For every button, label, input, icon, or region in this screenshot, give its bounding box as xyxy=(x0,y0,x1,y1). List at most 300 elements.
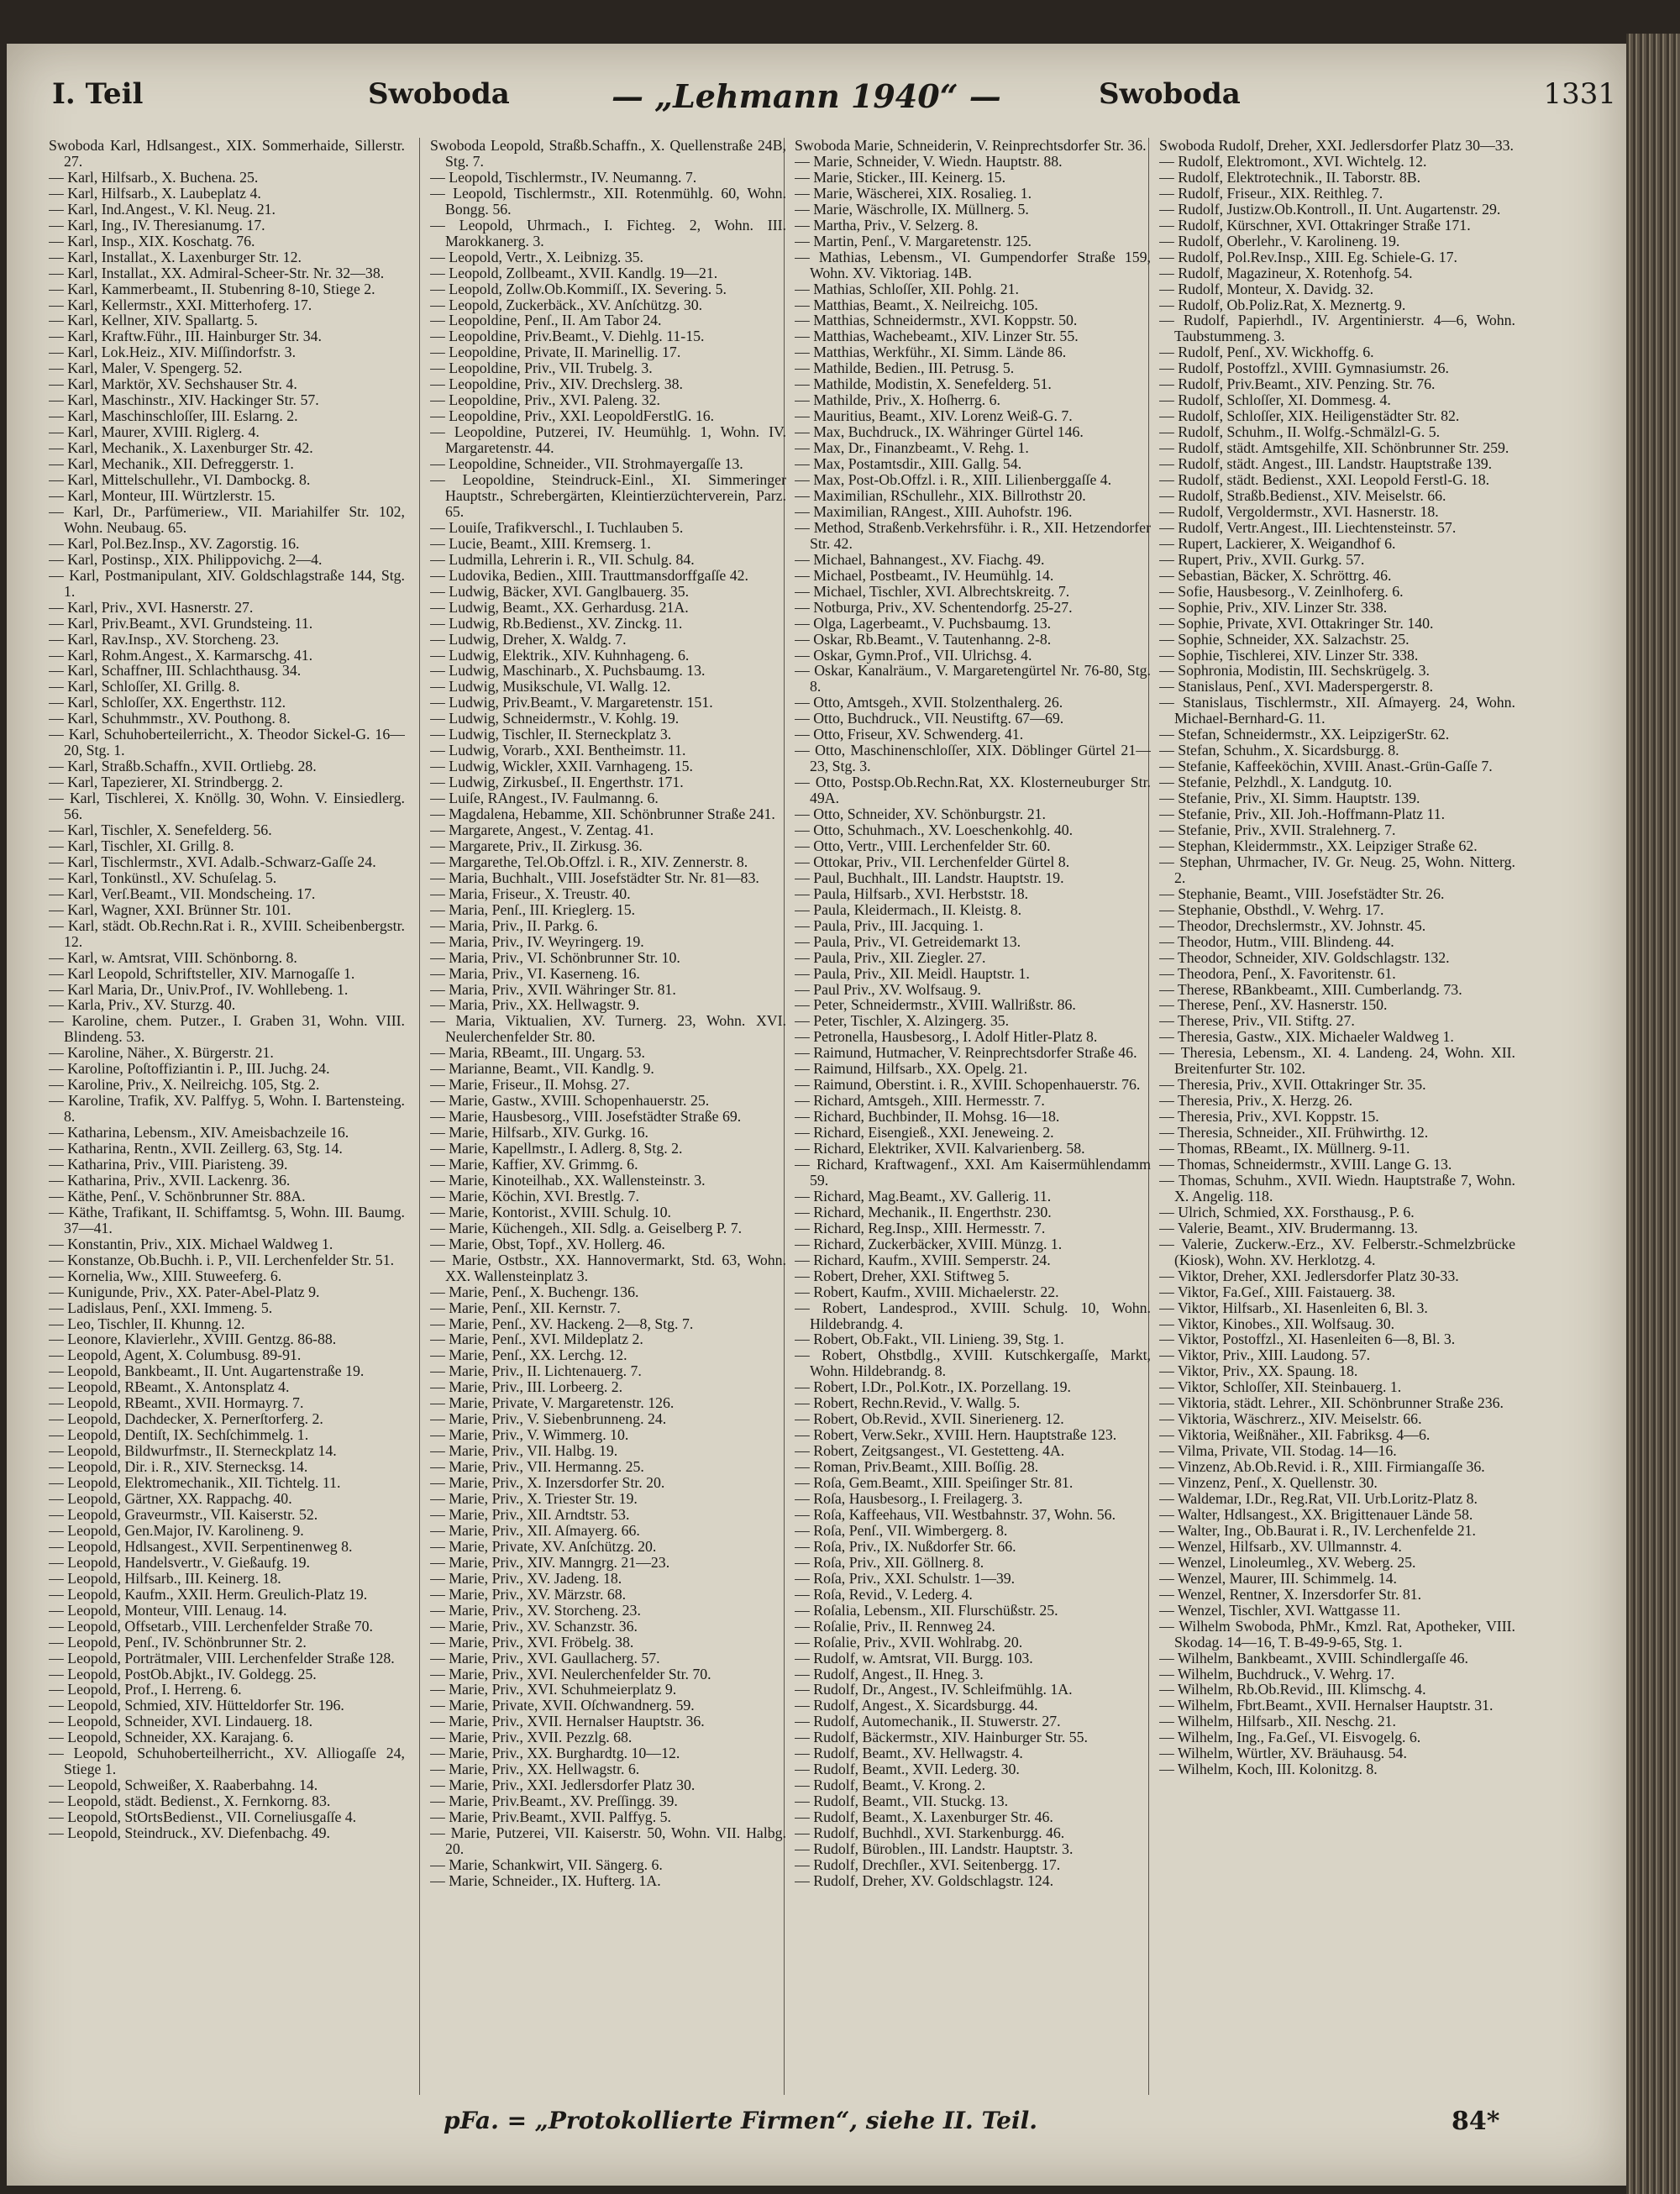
directory-entry: — Margarete, Priv., II. Zirkusg. 36. xyxy=(430,837,643,854)
directory-entry: — Peter, Schneidermstr., XVIII. Wallrißstr. 86. xyxy=(795,996,1076,1014)
directory-entry: — Richard, Mag.Beamt., XV. Gallerig. 11. xyxy=(795,1187,1052,1205)
directory-entry: — Robert, Verw.Sekr., XVIII. Hern. Hauptstraße 123. xyxy=(795,1426,1117,1444)
directory-entry: — Theresia, Gastw., XIX. Michaeler Waldweg 1. xyxy=(1159,1028,1454,1046)
directory-entry: — Rudolf, Pol.Rev.Insp., XIII. Eg. Schiele-G. 17. xyxy=(1159,248,1457,265)
directory-entry: — Otto, Amtsgeh., XVII. Stolzenthalerg. 26. xyxy=(795,694,1063,711)
directory-entry: — Leopold, Tischlermstr., IV. Neumanng. 7. xyxy=(430,168,697,186)
directory-entry: — Roſa, Priv., XII. Göllnerg. 8. xyxy=(795,1553,984,1571)
directory-entry: — Viktor, Priv., XX. Spaung. 18. xyxy=(1159,1362,1358,1380)
directory-entry: — Marianne, Beamt., VII. Kandlg. 9. xyxy=(430,1060,654,1078)
directory-entry: — Magdalena, Hebamme, XII. Schönbrunner Straße 241. xyxy=(430,806,775,823)
directory-entry: — Marie, Priv., XIV. Manngrg. 21—23. xyxy=(430,1553,670,1571)
directory-entry: — Leopold, Bildwurfmstr., II. Sterneckplatz 14. xyxy=(49,1442,337,1460)
directory-entry: — Otto, Maschinenschloſſer, XIX. Döblinger Gürtel 21—23, Stg. 3. xyxy=(795,742,1151,775)
directory-entry: — Leopold, Agent, X. Columbusg. 89-91. xyxy=(49,1346,302,1364)
directory-entry: — Maria, Priv., VI. Schönbrunner Str. 10. xyxy=(430,948,680,966)
directory-entry: — Richard, Buchbinder, II. Mohsg. 16—18. xyxy=(795,1108,1060,1126)
directory-entry: — Karoline, Priv., X. Neilreichg. 105, Stg. 2. xyxy=(49,1076,320,1094)
directory-entry: — Maria, Priv., IV. Weyringerg. 19. xyxy=(430,932,644,950)
directory-entry: — Leopold, Schneider, XX. Karajang. 6. xyxy=(49,1729,294,1746)
directory-entry: — Valerie, Zuckerw.-Erz., XV. Felberstr.-Schmelzbrücke (Kiosk), Wohn. XV. Herklotzg. 4. xyxy=(1159,1235,1515,1268)
directory-entry: — Rupert, Priv., XVII. Gurkg. 57. xyxy=(1159,550,1365,568)
directory-entry: — Roſa, Gem.Beamt., XIII. Speiſinger Str. 81. xyxy=(795,1474,1074,1492)
directory-entry: — Ludwig, Rb.Bedienst., XV. Zinckg. 11. xyxy=(430,614,683,632)
directory-entry: — Wilhelm, Bankbeamt., XVIII. Schindlergaſſe 46. xyxy=(1159,1649,1469,1666)
directory-entry: — Michael, Bahnangest., XV. Fiachg. 49. xyxy=(795,550,1045,568)
directory-entry: — Maria, Priv., VI. Kaserneng. 16. xyxy=(430,964,640,982)
directory-entry: — Ludwig, Bäcker, XVI. Ganglbauerg. 35. xyxy=(430,582,690,600)
directory-entry: — Roſa, Hausbesorg., I. Freilagerg. 3. xyxy=(795,1490,1023,1508)
directory-entry: — Leopoldine, Steindruck-Einl., XI. Simmeringer Hauptstr., Schrebergärten, Kleintierzüchterverein, Parz. 65. xyxy=(430,471,786,520)
directory-entry: — Roſa, Priv., XXI. Schulstr. 1—39. xyxy=(795,1569,1016,1587)
directory-entry: — Theresia, Lebensm., XI. 4. Landeng. 24, Wohn. XII. Breitenfurter Str. 102. xyxy=(1159,1044,1515,1078)
directory-entry: — Karl, Rav.Insp., XV. Storcheng. 23. xyxy=(49,630,280,648)
directory-entry: — Otto, Vertr., VIII. Lerchenfelder Str. 60. xyxy=(795,837,1051,854)
directory-entry: — Rupert, Lackierer, X. Weigandhof 6. xyxy=(1159,534,1396,552)
directory-entry: — Karl, Kellermstr., XXI. Mitterhoferg. 17. xyxy=(49,296,312,313)
directory-entry: — Marie, Priv.Beamt., XV. Preſſingg. 39. xyxy=(430,1792,678,1810)
directory-entry: — Karl, Priv., XVI. Hasnerstr. 27. xyxy=(49,598,254,616)
directory-entry: — Robert, Dreher, XXI. Stiftweg 5. xyxy=(795,1267,1010,1284)
directory-entry: — Rudolf, städt. Amtsgehilfe, XII. Schönbrunner Str. 259. xyxy=(1159,439,1509,457)
directory-entry: — Rudolf, Friseur., XIX. Reithleg. 7. xyxy=(1159,184,1383,202)
directory-entry: — Leopoldine, Putzerei, IV. Heumühlg. 1, Wohn. IV. Margaretenstr. 44. xyxy=(430,423,786,457)
directory-entry: — Theodora, Penſ., X. Favoritenstr. 61. xyxy=(1159,964,1396,982)
directory-entry: — Viktor, Hilfsarb., XI. Hasenleiten 6, Bl. 3. xyxy=(1159,1299,1428,1316)
directory-entry: — Roſalie, Priv., XVII. Wohlrabg. 20. xyxy=(795,1633,1023,1651)
directory-entry: — Karl, Installat., X. Laxenburger Str. 12. xyxy=(49,248,302,265)
directory-entry: — Margarete, Angest., V. Zentag. 41. xyxy=(430,821,654,838)
directory-entry: — Paula, Kleidermach., II. Kleistg. 8. xyxy=(795,900,1022,918)
directory-entry: — Robert, Ob.Revid., XVII. Sinerienerg. 12. xyxy=(795,1410,1064,1428)
directory-entry: — Maximilian, RAngest., XIII. Auhofstr. 196. xyxy=(795,502,1073,520)
directory-entry: — Stephan, Uhrmacher, IV. Gr. Neug. 25, Wohn. Nitterg. 2. xyxy=(1159,853,1515,886)
directory-entry: — Paul, Buchhalt., III. Landstr. Hauptstr. 19. xyxy=(795,869,1064,886)
directory-entry: — Leopold, RBeamt., XVII. Hormayrg. 7. xyxy=(49,1394,304,1412)
directory-entry: — Stefanie, Pelzhdl., X. Landgutg. 10. xyxy=(1159,774,1393,791)
directory-entry: — Karl, Maschinstr., XIV. Hackinger Str. 57. xyxy=(49,391,319,409)
directory-entry: — Sophronia, Modistin, III. Sechskrügelg. 3. xyxy=(1159,662,1431,680)
directory-entry: — Leopold, Elektromechanik., XII. Tichtelg. 11. xyxy=(49,1474,341,1492)
directory-entry: — Richard, Kraftwagenf., XXI. Am Kaisermühlendamm 59. xyxy=(795,1156,1151,1189)
directory-entry: — Thomas, Schneidermstr., XVIII. Lange G. 13. xyxy=(1159,1156,1452,1173)
directory-entry: — Wenzel, Maurer, III. Schimmelg. 14. xyxy=(1159,1569,1397,1587)
directory-entry: — Viktoria, städt. Lehrer., XII. Schönbrunner Straße 236. xyxy=(1159,1394,1504,1412)
directory-entry: — Theresia, Schneider., XII. Frühwirthg. 12. xyxy=(1159,1124,1429,1142)
directory-entry: — Matthias, Beamt., X. Neilreichg. 105. xyxy=(795,296,1038,313)
directory-entry: — Leonore, Klavierlehr., XVIII. Gentzg. 86-88. xyxy=(49,1331,337,1348)
directory-entry: — Viktor, Fa.Geſ., XIII. Faistauerg. 38. xyxy=(1159,1283,1396,1300)
directory-entry: — Ludwig, Zirkusbeſ., II. Engerthstr. 171. xyxy=(430,774,684,791)
directory-entry: — Karl, Schuhoberteilerricht., X. Theodor Sickel-G. 16—20, Stg. 1. xyxy=(49,726,405,759)
directory-entry: — Rudolf, Oberlehr., V. Karolineng. 19. xyxy=(1159,232,1400,249)
directory-entry: — Marie, Priv., XVI. Fröbelg. 38. xyxy=(430,1633,634,1651)
directory-entry: — Theresia, Priv., XVI. Koppstr. 15. xyxy=(1159,1108,1379,1126)
directory-entry: — Karl, w. Amtsrat, VIII. Schönborng. 8. xyxy=(49,948,297,966)
directory-entry: — Rudolf, Vergoldermstr., XVI. Hasnerstr. 18. xyxy=(1159,502,1439,520)
directory-entry: — Karl, Insp., XIX. Koschatg. 76. xyxy=(49,232,255,249)
directory-entry: — Karoline, chem. Putzer., I. Graben 31, Wohn. VIII. Blindeng. 53. xyxy=(49,1012,405,1046)
directory-entry: — Karl, Tischlerei, X. Knöllg. 30, Wohn. V. Einsiedlerg. 56. xyxy=(49,790,405,823)
directory-entry: — Marie, Private, V. Margaretenstr. 126. xyxy=(430,1394,675,1412)
directory-entry: — Leopold, Offsetarb., VIII. Lerchenfelder Straße 70. xyxy=(49,1617,373,1635)
directory-entry: — Stefanie, Priv., XI. Simm. Hauptstr. 139. xyxy=(1159,790,1420,807)
directory-entry: — Sofie, Hausbesorg., V. Zeinlhoferg. 6. xyxy=(1159,582,1404,600)
directory-entry: — Marie, Private, XV. Anſchützg. 20. xyxy=(430,1537,657,1555)
directory-entry: — Otto, Schneider, XV. Schönburgstr. 21. xyxy=(795,806,1046,823)
directory-entry: — Marie, Penſ., XX. Lerchg. 12. xyxy=(430,1346,627,1364)
directory-entry: — Rudolf, Ob.Poliz.Rat, X. Meznertg. 9. xyxy=(1159,296,1406,313)
directory-entry: — Thomas, Schuhm., XVII. Wiedn. Hauptstraße 7, Wohn. X. Angelig. 118. xyxy=(1159,1171,1515,1205)
directory-entry: — Marie, Schneider, V. Wiedn. Hauptstr. 88. xyxy=(795,152,1063,170)
directory-entry: — Leopold, Porträtmaler, VIII. Lerchenfelder Straße 128. xyxy=(49,1649,395,1666)
directory-entry: — Roſalie, Priv., II. Rennweg 24. xyxy=(795,1617,995,1635)
directory-entry: — Mathias, Lebensm., VI. Gumpendorfer Straße 159, Wohn. XV. Viktoriag. 14B. xyxy=(795,248,1151,281)
directory-entry: — Sophie, Schneider, XX. Salzachstr. 25. xyxy=(1159,630,1410,648)
directory-entry: — Leopold, Kaufm., XXII. Herm. Greulich-Platz 19. xyxy=(49,1585,368,1603)
directory-entry: — Rudolf, w. Amtsrat, VII. Burgg. 103. xyxy=(795,1649,1033,1666)
directory-entry: — Sebastian, Bäcker, X. Schröttrg. 46. xyxy=(1159,566,1392,584)
directory-entry: — Richard, Elektriker, XVII. Kalvarienberg. 58. xyxy=(795,1140,1085,1157)
directory-entry: — Max, Dr., Finanzbeamt., V. Rehg. 1. xyxy=(795,439,1029,457)
directory-entry: — Maria, Viktualien, XV. Turnerg. 23, Wohn. XVI. Neulerchenfelder Str. 80. xyxy=(430,1012,786,1046)
directory-entry: — Leopold, RBeamt., X. Antonsplatz 4. xyxy=(49,1378,290,1396)
page-footer xyxy=(7,2107,1626,2157)
directory-entry: — Stephanie, Beamt., VIII. Josefstädter Str. 26. xyxy=(1159,884,1445,902)
directory-entry: — Leopold, Hilfsarb., III. Keinerg. 18. xyxy=(49,1569,281,1587)
directory-entry: — Marie, Priv., III. Lorbeerg. 2. xyxy=(430,1378,623,1396)
directory-entry: — Leopoldine, Penſ., II. Am Tabor 24. xyxy=(430,312,662,329)
directory-entry: — Rudolf, Justizw.Ob.Kontroll., II. Unt. Augartenstr. 29. xyxy=(1159,200,1501,218)
page-number: 1331 xyxy=(1543,77,1616,111)
directory-entry: — Roſa, Kaffeehaus, VII. Westbahnstr. 37, Wohn. 56. xyxy=(795,1505,1116,1523)
running-head-right: Swoboda xyxy=(1099,77,1241,111)
page-header xyxy=(7,77,1626,131)
directory-entry: — Paul Priv., XV. Wolfsaug. 9. xyxy=(795,980,981,998)
directory-entry: — Karl, Tischler, X. Senefelderg. 56. xyxy=(49,821,272,838)
directory-entry: — Rudolf, Elektrotechnik., II. Taborstr. 8B. xyxy=(1159,168,1421,186)
directory-entry: — Rudolf, Bäckermstr., XIV. Hainburger Str. 55. xyxy=(795,1729,1089,1746)
directory-entry: — Ludwig, Dreher, X. Waldg. 7. xyxy=(430,630,627,648)
directory-entry: — Robert, I.Dr., Pol.Kotr., IX. Porzellang. 19. xyxy=(795,1378,1071,1396)
directory-entry: — Wenzel, Linoleumleg., XV. Weberg. 25. xyxy=(1159,1553,1416,1571)
directory-entry: — Marie, Hilfsarb., XIV. Gurkg. 16. xyxy=(430,1124,648,1142)
directory-entry: — Oskar, Gymn.Prof., VII. Ulrichsg. 4. xyxy=(795,646,1032,664)
directory-entry: — Karl, Postmanipulant, XIV. Goldschlagstraße 144, Stg. 1. xyxy=(49,566,405,600)
directory-entry: — Marie, Priv., XXI. Jedlersdorfer Platz 30. xyxy=(430,1777,696,1794)
directory-entry: — Otto, Schuhmach., XV. Loeschenkohlg. 40. xyxy=(795,821,1074,838)
directory-entry: — Theresia, Priv., XVII. Ottakringer Str. 35. xyxy=(1159,1076,1426,1094)
book-edge xyxy=(1626,34,1680,2194)
directory-entry: — Rudolf, Büroblen., III. Landstr. Hauptstr. 3. xyxy=(795,1840,1074,1857)
directory-entry: — Thomas, RBeamt., IX. Müllnerg. 9-11. xyxy=(1159,1140,1410,1157)
directory-entry: — Konstanze, Ob.Buchh. i. P., VII. Lerchenfelder Str. 51. xyxy=(49,1251,395,1268)
directory-entry: — Käthe, Penſ., V. Schönbrunner Str. 88A. xyxy=(49,1187,306,1205)
directory-entry: — Marie, Priv., XVI. Gaullacherg. 57. xyxy=(430,1649,660,1666)
directory-entry: — Leopoldine, Private, II. Marinellig. 17. xyxy=(430,344,681,361)
directory-entry: — Theodor, Hutm., VIII. Blindeng. 44. xyxy=(1159,932,1394,950)
directory-entry: — Roſa, Revid., V. Lederg. 4. xyxy=(795,1585,973,1603)
directory-entry: — Leopoldine, Priv., XVI. Paleng. 32. xyxy=(430,391,660,409)
directory-entry: — Marie, Priv., XVI. Neulerchenfelder Str. 70. xyxy=(430,1665,711,1682)
directory-entry: — Karoline, Poſtoffiziantin i. P., III. Juchg. 24. xyxy=(49,1060,330,1078)
directory-entry: — Leopold, Schweißer, X. Raaberbahng. 14. xyxy=(49,1777,318,1794)
directory-entry: — Leopoldine, Priv., XIV. Drechslerg. 38. xyxy=(430,375,683,393)
directory-entry: — Leopold, Schmied, XIV. Hütteldorfer Str. 196. xyxy=(49,1697,344,1714)
directory-entry: — Marie, Priv., XII. Aſmayerg. 66. xyxy=(430,1521,640,1539)
directory-entry: — Marie, Priv., V. Siebenbrunneng. 24. xyxy=(430,1410,667,1428)
directory-entry: — Robert, Ohstbdlg., XVIII. Kutschkergaſſe, Markt, Wohn. Hildebrandg. 8. xyxy=(795,1346,1151,1380)
directory-entry: — Karl, Maler, V. Spengerg. 52. xyxy=(49,360,243,377)
directory-entry: — Stanislaus, Penſ., XVI. Maderspergerstr. 8. xyxy=(1159,678,1434,695)
directory-entry: — Max, Buchdruck., IX. Währinger Gürtel 146. xyxy=(795,423,1084,441)
directory-entry: — Olga, Lagerbeamt., V. Puchsbaumg. 13. xyxy=(795,614,1052,632)
directory-entry: — Karla, Priv., XV. Sturzg. 40. xyxy=(49,996,236,1014)
directory-entry: — Robert, Rechn.Revid., V. Wallg. 5. xyxy=(795,1394,1021,1412)
directory-entry: — Karl, Kraftw.Führ., III. Hainburger Str. 34. xyxy=(49,328,322,345)
directory-entry: — Maria, Penſ., III. Krieglerg. 15. xyxy=(430,900,636,918)
directory-entry: — Karl, Schaffner, III. Schlachthausg. 34. xyxy=(49,662,302,680)
directory-entry: — Maria, Buchhalt., VIII. Josefstädter Str. Nr. 81—83. xyxy=(430,869,759,886)
directory-entry: — Marie, Putzerei, VII. Kaiserstr. 50, Wohn. VII. Halbg. 20. xyxy=(430,1824,786,1857)
directory-entry: — Walter, Hdlsangest., XX. Brigittenauer Lände 58. xyxy=(1159,1505,1473,1523)
directory-entry: — Matthias, Schneidermstr., XVI. Koppstr. 50. xyxy=(795,312,1078,329)
directory-entry: — Karl, Straßb.Schaffn., XVII. Ortliebg. 28. xyxy=(49,758,317,775)
directory-entry: — Marie, Wäschrolle, IX. Müllnerg. 5. xyxy=(795,200,1029,218)
directory-entry: — Max, Postamtsdir., XIII. Gallg. 54. xyxy=(795,455,1022,473)
directory-entry: — Leopold, Zollw.Ob.Kommiſſ., IX. Severing. 5. xyxy=(430,280,727,297)
directory-entry: — Marie, Priv., XX. Burghardtg. 10—12. xyxy=(430,1745,680,1762)
directory-entry: — Ludwig, Priv.Beamt., V. Margaretenstr. 151. xyxy=(430,694,713,711)
directory-entry: — Karl, städt. Ob.Rechn.Rat i. R., XVIII. Scheibenbergstr. 12. xyxy=(49,916,405,950)
directory-entry: — Karl, Schloſſer, XX. Engerthstr. 112. xyxy=(49,694,286,711)
directory-entry: — Ludwig, Tischler, II. Sterneckplatz 3. xyxy=(430,726,672,743)
entry-column-3 xyxy=(795,138,1151,2095)
directory-entry: — Karoline, Näher., X. Bürgerstr. 21. xyxy=(49,1044,274,1062)
directory-entry: — Maria, Priv., II. Parkg. 6. xyxy=(430,916,598,934)
directory-entry: — Leopold, Dachdecker, X. Pernerſtorferg. 2. xyxy=(49,1410,323,1428)
directory-entry: — Marie, Obst, Topf., XV. Hollerg. 46. xyxy=(430,1235,665,1252)
directory-entry: — Katharina, Priv., VIII. Piaristeng. 39. xyxy=(49,1156,288,1173)
directory-entry: — Marie, Kontorist., XVIII. Schulg. 10. xyxy=(430,1203,671,1220)
directory-entry: — Rudolf, Dr., Angest., IV. Schleifmühlg. 1A. xyxy=(795,1681,1073,1698)
directory-entry: — Marie, Köchin, XVI. Brestlg. 7. xyxy=(430,1187,639,1205)
directory-entry: — Leopold, Handelsvertr., V. Gießaufg. 19. xyxy=(49,1553,310,1571)
directory-entry: — Leopold, Schneider, XVI. Lindauerg. 18. xyxy=(49,1713,313,1730)
directory-entry: — Wilhelm, Fbrt.Beamt., XVII. Hernalser Hauptstr. 31. xyxy=(1159,1697,1494,1714)
directory-entry: — Rudolf, Elektromont., XVI. Wichtelg. 12. xyxy=(1159,152,1427,170)
sheet-number: 84* xyxy=(1452,2107,1500,2136)
directory-entry: — Karl, Tischlermstr., XVI. Adalb.-Schwarz-Gaſſe 24. xyxy=(49,853,376,870)
entry-columns xyxy=(49,138,1586,2095)
directory-entry: — Rudolf, Automechanik., II. Stuwerstr. 27. xyxy=(795,1713,1061,1730)
directory-entry: — Leopoldine, Priv., XXI. LeopoldFerstlG. 16. xyxy=(430,407,715,425)
directory-entry: — Method, Straßenb.Verkehrsführ. i. R., XII. Hetzendorfer Str. 42. xyxy=(795,518,1151,552)
directory-entry: — Marie, Hausbesorg., VIII. Josefstädter Straße 69. xyxy=(430,1108,742,1126)
directory-entry: — Viktor, Schloſſer, XII. Steinbauerg. 1. xyxy=(1159,1378,1402,1396)
directory-entry: — Karl, Rohm.Angest., X. Karmarschg. 41. xyxy=(49,646,313,664)
directory-entry: — Rudolf, Beamt., X. Laxenburger Str. 46. xyxy=(795,1808,1053,1826)
directory-entry: — Rudolf, Postoffzl., XVIII. Gymnasiumstr. 26. xyxy=(1159,360,1449,377)
directory-entry: — Marie, Priv., II. Lichtenauerg. 7. xyxy=(430,1362,642,1380)
directory-entry: — Stefanie, Priv., XVII. Stralehnerg. 7. xyxy=(1159,821,1396,838)
directory-entry: — Walter, Ing., Ob.Baurat i. R., IV. Lerchenfelde 21. xyxy=(1159,1521,1476,1539)
directory-entry: — Viktoria, Weißnäher., XII. Fabriksg. 4—6. xyxy=(1159,1426,1431,1444)
directory-entry: — Maria, Friseur., X. Treustr. 40. xyxy=(430,884,631,902)
directory-entry: — Rudolf, städt. Angest., III. Landstr. Hauptstraße 139. xyxy=(1159,455,1493,473)
directory-entry: — Marie, Priv., X. Inzersdorfer Str. 20. xyxy=(430,1474,665,1492)
directory-entry: — Marie, Priv., X. Triester Str. 19. xyxy=(430,1490,638,1508)
directory-entry: — Rudolf, Schuhm., II. Wolfg.-Schmälzl-G. 5. xyxy=(1159,423,1441,441)
directory-entry: — Luiſe, RAngest., IV. Faulmanng. 6. xyxy=(430,790,659,807)
directory-entry: — Stefan, Schneidermstr., XX. LeipzigerStr. 62. xyxy=(1159,726,1450,743)
directory-entry: — Leopold, Zuckerbäck., XV. Anſchützg. 30. xyxy=(430,296,703,313)
directory-entry: — Käthe, Trafikant, II. Schiffamtsg. 5, Wohn. III. Baumg. 37—41. xyxy=(49,1203,405,1236)
directory-entry: — Stefan, Schuhm., X. Sicardsburgg. 8. xyxy=(1159,742,1399,759)
directory-entry: — Rudolf, Monteur, X. Davidg. 32. xyxy=(1159,280,1374,297)
directory-entry: — Marie, Friseur., II. Mohsg. 27. xyxy=(430,1076,630,1094)
directory-entry: — Ulrich, Schmied, XX. Forsthausg., P. 6. xyxy=(1159,1203,1415,1220)
directory-entry: — Marie, Wäscherei, XIX. Rosalieg. 1. xyxy=(795,184,1032,202)
directory-entry: — Stephanie, Obsthdl., V. Wehrg. 17. xyxy=(1159,900,1384,918)
directory-entry: — Leopold, Hdlsangest., XVII. Serpentinenweg 8. xyxy=(49,1537,353,1555)
directory-entry: — Leopold, Vertr., X. Leibnizg. 35. xyxy=(430,248,643,265)
directory-entry: — Robert, Kaufm., XVIII. Michaelerstr. 22. xyxy=(795,1283,1059,1300)
directory-entry: — Roman, Priv.Beamt., XIII. Boſſig. 28. xyxy=(795,1458,1039,1476)
directory-entry: — Marie, Priv., XX. Hellwagstr. 6. xyxy=(430,1761,640,1778)
directory-entry: — Richard, Amtsgeh., XIII. Hermesstr. 7. xyxy=(795,1092,1045,1110)
directory-entry: — Leopold, städt. Bedienst., X. Fernkorng. 83. xyxy=(49,1792,331,1810)
directory-entry: — Karl, Hilfsarb., X. Laubeplatz 4. xyxy=(49,184,261,202)
directory-entry: — Sophie, Tischlerei, XIV. Linzer Str. 338. xyxy=(1159,646,1419,664)
directory-entry: — Matthias, Werkführ., XI. Simm. Lände 86. xyxy=(795,344,1067,361)
directory-entry: — Leopold, Dir. i. R., XIV. Sternecksg. 14. xyxy=(49,1458,308,1476)
directory-entry: — Karl, Maschinschloſſer, III. Eslarng. 2. xyxy=(49,407,298,425)
directory-entry: — Stanislaus, Tischlermstr., XII. Aſmayerg. 24, Wohn. Michael-Bernhard-G. 11. xyxy=(1159,694,1515,727)
directory-entry: — Konstantin, Priv., XIX. Michael Waldweg 1. xyxy=(49,1235,333,1252)
directory-entry: — Kunigunde, Priv., XX. Pater-Abel-Platz 9. xyxy=(49,1283,320,1300)
directory-entry: — Karl, Hilfsarb., X. Buchena. 25. xyxy=(49,168,259,186)
directory-entry: — Martin, Penſ., V. Margaretenstr. 125. xyxy=(795,232,1032,249)
directory-page xyxy=(7,44,1626,2186)
directory-entry: — Marie, Kapellmstr., I. Adlerg. 8, Stg. 2. xyxy=(430,1140,683,1157)
directory-entry: — Ludwig, Wickler, XXII. Varnhageng. 15. xyxy=(430,758,693,775)
directory-entry: — Viktor, Dreher, XXI. Jedlersdorfer Platz 30-33. xyxy=(1159,1267,1459,1284)
directory-entry: Swoboda Leopold, Straßb.Schaffn., X. Quellenstraße 24B, Stg. 7. xyxy=(430,138,786,170)
directory-entry: — Marie, Priv.Beamt., XVII. Palffyg. 5. xyxy=(430,1808,671,1826)
directory-entry: — Viktor, Kinobes., XII. Wolfsaug. 30. xyxy=(1159,1315,1395,1332)
directory-entry: — Valerie, Beamt., XIV. Brudermanng. 13. xyxy=(1159,1219,1418,1236)
directory-entry: — Leopold, Dentiſt, IX. Sechſchimmelg. 1. xyxy=(49,1426,309,1444)
directory-entry: — Marie, Priv., XV. Storcheng. 23. xyxy=(430,1601,641,1619)
directory-entry: — Leopoldine, Priv., VII. Trubelg. 3. xyxy=(430,360,653,377)
directory-entry: — Wilhelm, Würtler, XV. Bräuhausg. 54. xyxy=(1159,1745,1407,1762)
directory-entry: — Karl, Tapezierer, XI. Strindbergg. 2. xyxy=(49,774,283,791)
directory-entry: — Rudolf, Vertr.Angest., III. Liechtensteinstr. 57. xyxy=(1159,518,1457,536)
directory-entry: — Ladislaus, Penſ., XXI. Immeng. 5. xyxy=(49,1299,273,1316)
directory-entry: — Viktor, Priv., XIII. Laudong. 57. xyxy=(1159,1346,1371,1364)
directory-entry: — Karl, Pol.Bez.Insp., XV. Zagorstig. 16. xyxy=(49,534,300,552)
entry-column-4 xyxy=(1159,138,1515,2095)
directory-entry: — Rudolf, Straßb.Bedienst., XIV. Meiselstr. 66. xyxy=(1159,486,1446,504)
directory-entry: — Peter, Tischler, X. Alzingerg. 35. xyxy=(795,1012,1010,1030)
directory-entry: — Karl, Wagner, XXI. Brünner Str. 101. xyxy=(49,900,291,918)
directory-entry: — Rudolf, Schloſſer, XIX. Heiligenstädter Str. 82. xyxy=(1159,407,1460,425)
directory-entry: — Leopold, StOrtsBedienst., VII. Corneliusgaſſe 4. xyxy=(49,1808,357,1826)
directory-entry: — Leopold, Tischlermstr., XII. Rotenmühlg. 60, Wohn. Bongg. 56. xyxy=(430,184,786,218)
directory-entry: — Wenzel, Rentner, X. Inzersdorfer Str. 81. xyxy=(1159,1585,1422,1603)
directory-entry: — Leopold, Gärtner, XX. Rappachg. 40. xyxy=(49,1490,292,1508)
directory-entry: — Wilhelm, Buchdruck., V. Wehrg. 17. xyxy=(1159,1665,1395,1682)
directory-entry: — Maria, Priv., XVII. Währinger Str. 81. xyxy=(430,980,676,998)
directory-entry: — Marie, Sticker., III. Keinerg. 15. xyxy=(795,168,1006,186)
directory-entry: — Leopold, Monteur, VIII. Lenaug. 14. xyxy=(49,1601,287,1619)
directory-entry: — Marie, Kaffier, XV. Grimmg. 6. xyxy=(430,1156,638,1173)
directory-entry: — Marie, Private, XVII. Oſchwandnerg. 59. xyxy=(430,1697,695,1714)
directory-entry: — Raimund, Hutmacher, V. Reinprechtsdorfer Straße 46. xyxy=(795,1044,1137,1062)
directory-entry: — Otto, Postsp.Ob.Rechn.Rat, XX. Klosterneuburger Str. 49A. xyxy=(795,774,1151,807)
directory-entry: — Karoline, Trafik, XV. Palffyg. 5, Wohn. I. Bartensteing. 8. xyxy=(49,1092,405,1126)
directory-entry: — Therese, RBankbeamt., XIII. Cumberlandg. 73. xyxy=(1159,980,1462,998)
directory-entry: — Martha, Priv., V. Selzerg. 8. xyxy=(795,216,979,234)
directory-entry: — Marie, Gastw., XVIII. Schopenhauerstr. 25. xyxy=(430,1092,710,1110)
directory-entry: — Robert, Landesprod., XVIII. Schulg. 10, Wohn. Hildebrandg. 4. xyxy=(795,1299,1151,1332)
directory-entry: — Karl, Schloſſer, XI. Grillg. 8. xyxy=(49,678,240,695)
directory-entry: — Mathilde, Modistin, X. Senefelderg. 51. xyxy=(795,375,1052,393)
directory-entry: — Leopold, Graveurmstr., VII. Kaiserstr. 52. xyxy=(49,1505,318,1523)
directory-entry: — Karl, Tonkünstl., XV. Schuſelag. 5. xyxy=(49,869,277,886)
directory-entry: — Marie, Priv., VII. Hermanng. 25. xyxy=(430,1458,644,1476)
directory-entry: — Wilhelm, Koch, III. Kolonitzg. 8. xyxy=(1159,1761,1378,1778)
directory-entry: — Rudolf, Angest., II. Hneg. 3. xyxy=(795,1665,984,1682)
directory-entry: — Viktoria, Wäschrerz., XIV. Meiselstr. 66. xyxy=(1159,1410,1422,1428)
entry-column-1 xyxy=(49,138,405,2095)
directory-entry: — Karl, Installat., XX. Admiral-Scheer-Str. Nr. 32—38. xyxy=(49,264,385,281)
column-divider xyxy=(419,138,420,2095)
directory-entry: — Kornelia, Ww., XIII. Stuweeferg. 6. xyxy=(49,1267,282,1284)
directory-entry: — Richard, Kaufm., XVIII. Semperstr. 24. xyxy=(795,1251,1051,1268)
directory-entry: — Ludwig, Elektrik., XIV. Kuhnhageng. 6. xyxy=(430,646,690,664)
directory-entry: — Karl, Kammerbeamt., II. Stubenring 8-10, Stiege 2. xyxy=(49,280,375,297)
directory-entry: — Karl, Maurer, XVIII. Riglerg. 4. xyxy=(49,423,260,441)
directory-entry: — Vilma, Private, VII. Stodag. 14—16. xyxy=(1159,1442,1397,1460)
directory-entry: — Katharina, Lebensm., XIV. Ameisbachzeile 16. xyxy=(49,1124,349,1142)
directory-entry: — Paula, Priv., XII. Meidl. Hauptstr. 1. xyxy=(795,964,1030,982)
directory-entry: — Ludwig, Vorarb., XXI. Bentheimstr. 11. xyxy=(430,742,686,759)
directory-entry: — Karl, Marktör, XV. Sechshauser Str. 4. xyxy=(49,375,297,393)
directory-entry: — Karl, Mechanik., X. Laxenburger Str. 42. xyxy=(49,439,313,457)
directory-entry: — Margarethe, Tel.Ob.Offzl. i. R., XIV. Zennerstr. 8. xyxy=(430,853,748,870)
directory-entry: — Sophie, Priv., XIV. Linzer Str. 338. xyxy=(1159,598,1388,616)
directory-entry: — Richard, Reg.Insp., XIII. Hermesstr. 7. xyxy=(795,1219,1046,1236)
directory-entry: — Robert, Ob.Fakt., VII. Linieng. 39, Stg. 1. xyxy=(795,1331,1064,1348)
entry-column-2 xyxy=(430,138,786,2095)
directory-entry: — Marie, Priv., XVII. Pezzlg. 68. xyxy=(430,1729,633,1746)
directory-entry: — Stefanie, Priv., XII. Joh.-Hoffmann-Platz 11. xyxy=(1159,806,1446,823)
directory-entry: — Ludwig, Musikschule, VI. Wallg. 12. xyxy=(430,678,671,695)
directory-entry: — Marie, Penſ., X. Buchengr. 136. xyxy=(430,1283,639,1300)
directory-entry: — Vinzenz, Penſ., X. Quellenstr. 30. xyxy=(1159,1474,1378,1492)
directory-entry: — Ottokar, Priv., VII. Lerchenfelder Gürtel 8. xyxy=(795,853,1070,870)
directory-entry: — Paula, Priv., III. Jacquing. 1. xyxy=(795,916,984,934)
directory-entry: — Wenzel, Hilfsarb., XV. Ullmannstr. 4. xyxy=(1159,1537,1402,1555)
directory-entry: — Lucie, Beamt., XIII. Kremserg. 1. xyxy=(430,534,651,552)
directory-entry: — Louiſe, Trafikverschl., I. Tuchlauben 5. xyxy=(430,518,684,536)
directory-entry: — Ludovika, Bedien., XIII. Trauttmansdorffgaſſe 42. xyxy=(430,566,748,584)
directory-entry: — Karl, Schuhmmstr., XV. Pouthong. 8. xyxy=(49,710,291,727)
directory-entry: — Katharina, Rentn., XVII. Zeillerg. 63, Stg. 14. xyxy=(49,1140,343,1157)
directory-entry: — Marie, Penſ., XVI. Mildeplatz 2. xyxy=(430,1331,643,1348)
